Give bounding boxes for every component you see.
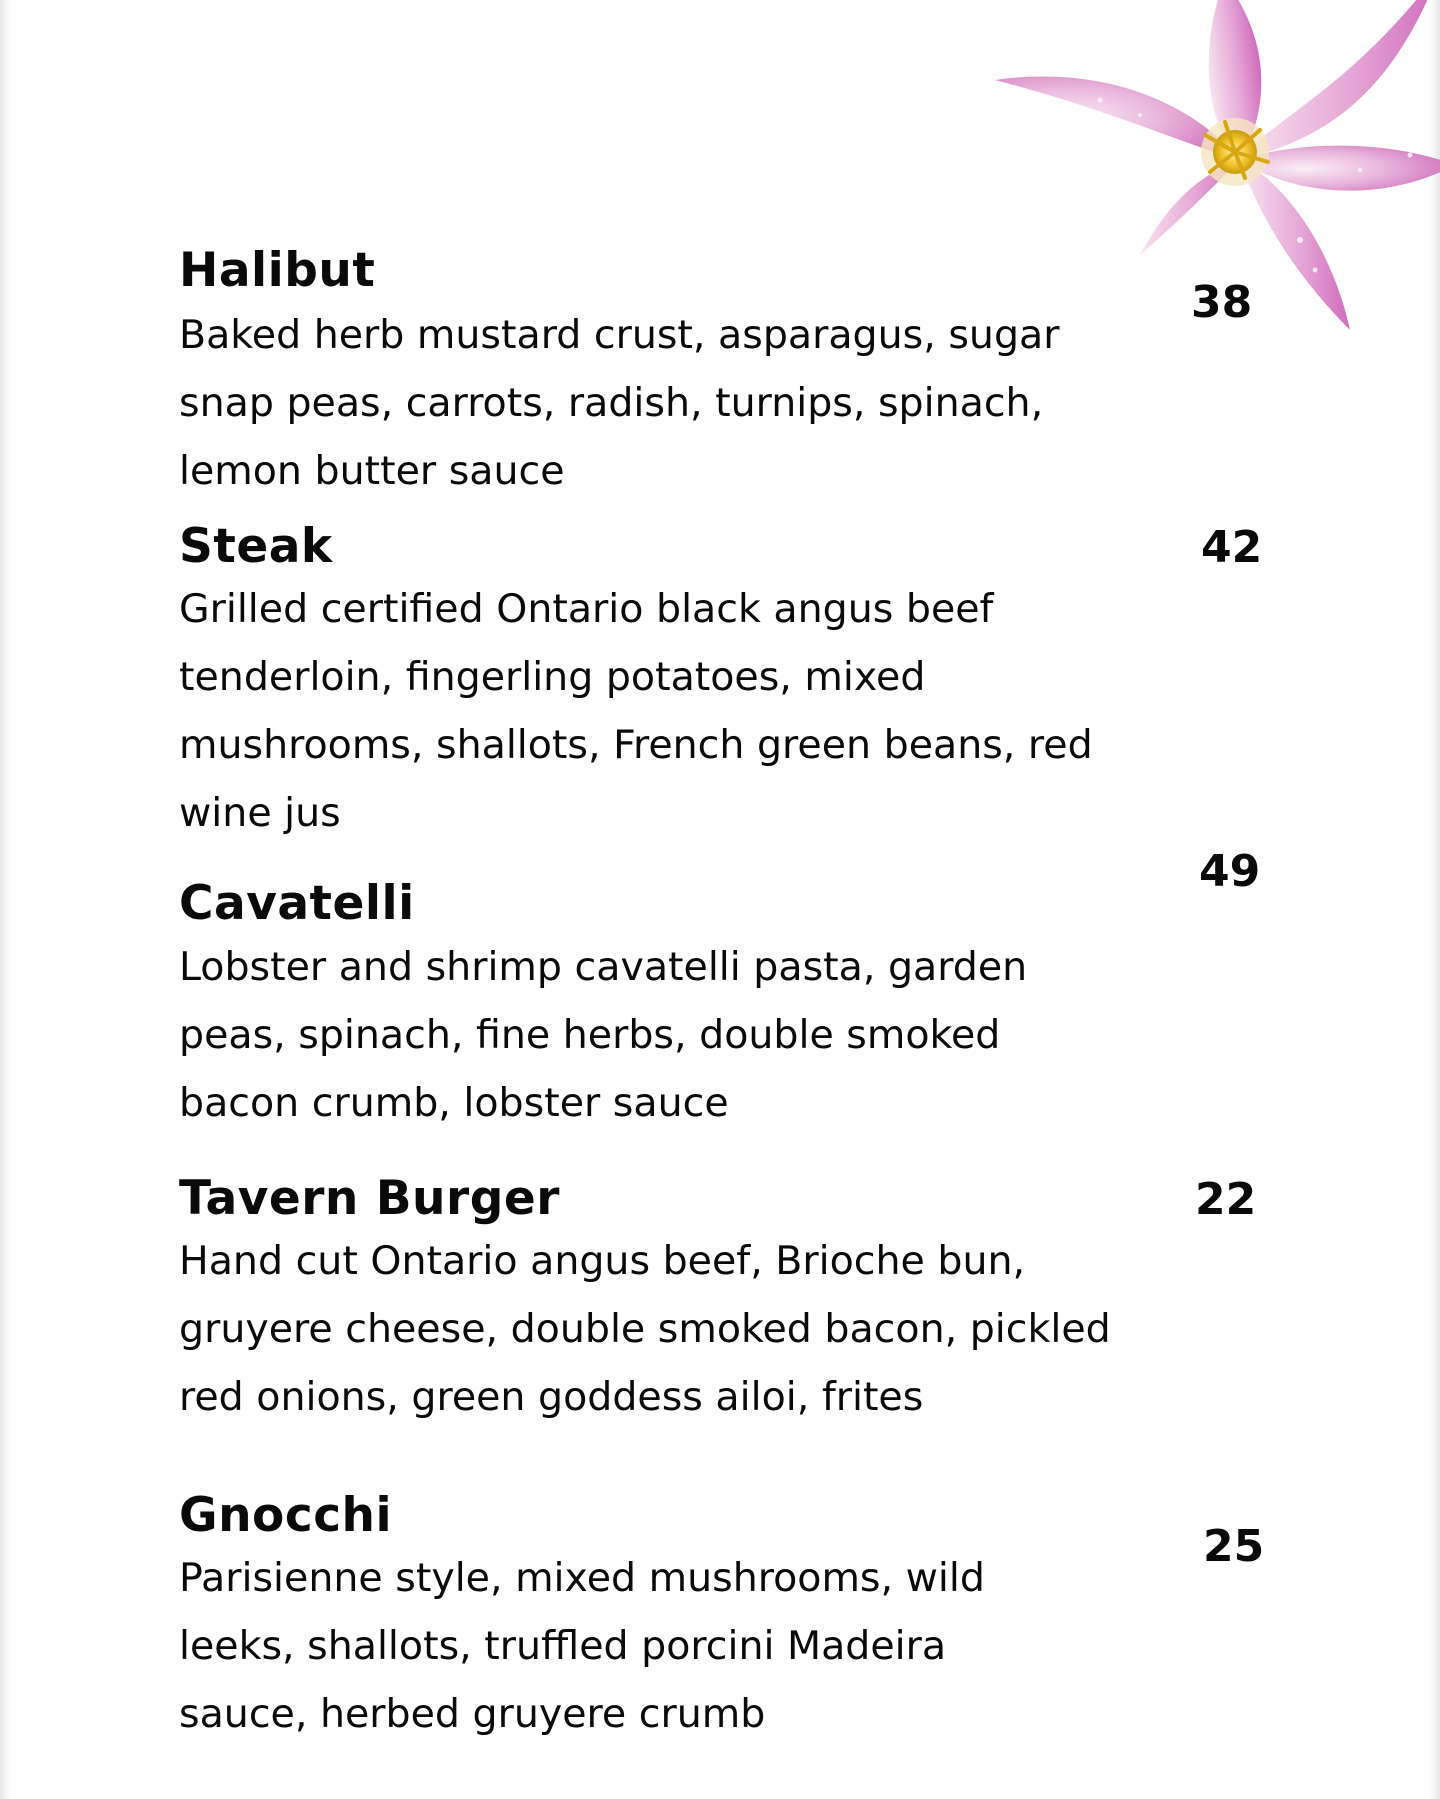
item-description: Baked herb mustard crust, asparagus, sugar snap peas, carrots, radish, turnips, spinach, lemon butter sauce xyxy=(179,312,1060,494)
item-name: Cavatelli xyxy=(179,876,415,931)
item-price: 38 xyxy=(1191,277,1253,328)
item-name: Gnocchi xyxy=(179,1488,393,1543)
item-price: 42 xyxy=(1201,522,1263,573)
page-left-edge xyxy=(0,0,11,1799)
item-description: Lobster and shrimp cavatelli pasta, garden peas, spinach, fine herbs, double smoked bacon crumb, lobster sauce xyxy=(179,944,1028,1126)
item-name: Halibut xyxy=(179,243,376,298)
item-price: 49 xyxy=(1199,846,1261,897)
item-price: 22 xyxy=(1195,1174,1257,1225)
item-name: Tavern Burger xyxy=(179,1171,560,1226)
item-description: Grilled certified Ontario black angus beef tenderloin, fingerling potatoes, mixed mushrooms, shallots, French green beans, red wine jus xyxy=(179,586,1093,836)
item-description: Hand cut Ontario angus beef, Brioche bun, gruyere cheese, double smoked bacon, pickled red onions, green goddess ailoi, frites xyxy=(179,1238,1111,1420)
item-name: Steak xyxy=(179,519,333,574)
item-description: Parisienne style, mixed mushrooms, wild leeks, shallots, truffled porcini Madeira sauce, herbed gruyere crumb xyxy=(179,1555,985,1737)
item-price: 25 xyxy=(1203,1521,1265,1572)
